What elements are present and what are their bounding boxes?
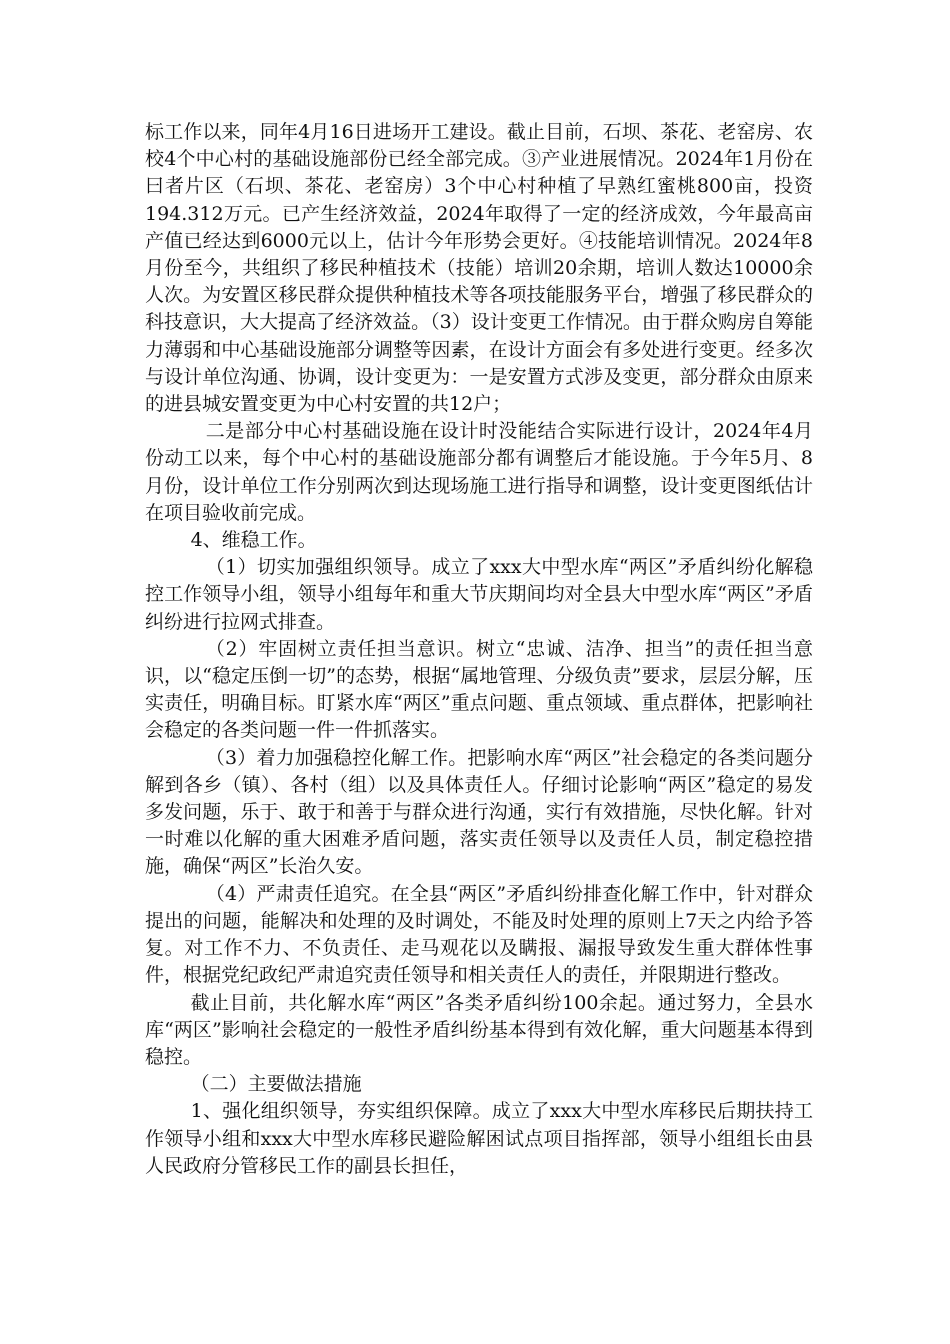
section-heading: （二）主要做法措施 bbox=[190, 1073, 362, 1096]
paragraph-5: （2）牢固树立责任担当意识。树立“忠诚、洁净、担当”的责任担当意识，以“稳定压倒一切”的态势，根据“属地管理、分级负责”要求，层层分解，压实责任，明确目标。盯紧水库“两区”重点问题、重点领域、重点群体，把影响社会稳定的各类问题一件一件抓落实。 bbox=[145, 637, 813, 742]
paragraph-7: （4）严肃责任追究。在全县“两区”矛盾纠纷排查化解工作中，针对群众提出的问题，能解决和处理的及时调处，不能及时处理的原则上7天之内给予答复。对工作不力、不负责任、走马观花以及瞒报、漏报导致发生重大群体性事件，根据党纪政纪严肃追究责任领导和相关责任人的责任，并限期进行整改。 bbox=[145, 882, 813, 987]
paragraph-2: 二是部分中心村基础设施在设计时没能结合实际进行设计，2024年4月份动工以来，每个中心村的基础设施部分都有调整后才能设施。于今年5月、8月份，设计单位工作分别两次到达现场施工进行指导和调整，设计变更图纸估计在项目验收前完成。 bbox=[145, 420, 813, 524]
document-body bbox=[145, 119, 813, 1180]
paragraph-6: （3）着力加强稳控化解工作。把影响水库“两区”社会稳定的各类问题分解到各乡（镇）、各村（组）以及具体责任人。仔细讨论影响“两区”稳定的易发多发问题，乐于、敢于和善于与群众进行沟通，实行有效措施，尽快化解。针对一时难以化解的重大困难矛盾问题，落实责任领导以及责任人员，制定稳控措施，确保“两区”长治久安。 bbox=[145, 746, 813, 878]
paragraph-4: （1）切实加强组织领导。成立了xxx大中型水库“两区”矛盾纠纷化解稳控工作领导小组，领导小组每年和重大节庆期间均对全县大中型水库“两区”矛盾纠纷进行拉网式排查。 bbox=[145, 556, 813, 633]
paragraph-1: 标工作以来，同年4月16日进场开工建设。截止目前，石坝、茶花、老窑房、农校4个中心村的基础设施部份已经全部完成。③产业进展情况。2024年1月份在曰者片区（石坝、茶花、老窑房）3个中心村种植了早熟红蜜桃800亩，投资194.312万元。已产生经济效益，2024年取得了一定的经济成效，今年最高亩产值已经达到6000元以上，估计今年形势会更好。④技能培训情况。2024年8月份至今，共组织了移民种植技术（技能）培训20余期，培训人数达10000余人次。为安置区移民群众提供种植技术等各项技能服务平台，增强了移民群众的科技意识，大大提高了经济效益。（3）设计变更工作情况。由于群众购房自筹能力薄弱和中心基础设施部分调整等因素，在设计方面会有多处进行变更。经多次与设计单位沟通、协调，设计变更为：一是安置方式涉及变更，部分群众由原来的进县城安置变更为中心村安置的共12户； bbox=[145, 121, 813, 416]
paragraph-3: 4、维稳工作。 bbox=[190, 529, 317, 552]
paragraph-10: 1、强化组织领导，夯实组织保障。成立了xxx大中型水库移民后期扶持工作领导小组和xxx大中型水库移民避险解困试点项目指挥部，领导小组组长由县人民政府分管移民工作的副县长担任， bbox=[145, 1100, 813, 1177]
paragraph-8: 截止目前，共化解水库“两区”各类矛盾纠纷100余起。通过努力，全县水库“两区”影响社会稳定的一般性矛盾纠纷基本得到有效化解，重大问题基本得到稳控。 bbox=[145, 991, 813, 1068]
